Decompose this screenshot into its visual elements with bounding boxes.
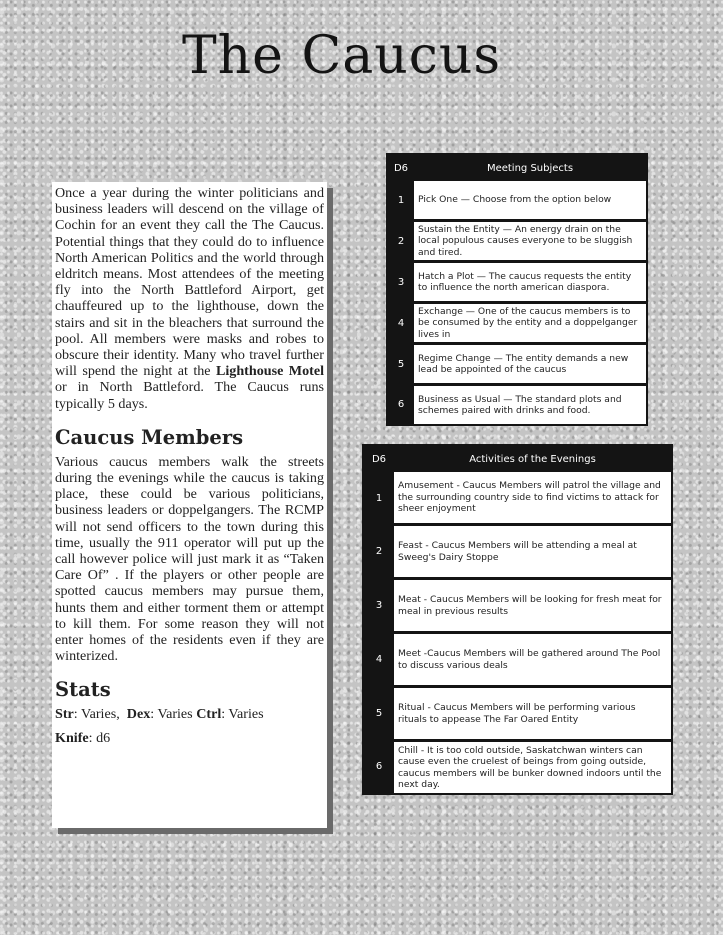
roll-number: 2 bbox=[363, 525, 394, 579]
table-row bbox=[363, 741, 672, 795]
roll-number: 3 bbox=[387, 262, 414, 303]
members-heading: Caucus Members bbox=[55, 425, 244, 449]
table-row bbox=[363, 579, 672, 633]
table-row bbox=[387, 262, 647, 303]
die-header: D6 bbox=[387, 154, 414, 181]
page-title: The Caucus bbox=[181, 26, 502, 86]
intro-text-1: Once a year during the winter politicians and business leaders will descend on the village of Cochin for an event they call the The Caucus. Potential things that they could do to influence North American Politics and the world through eldritch means. Most attendees of the meeting fly into the North Battleford Airport, get chauffeured up to the lighthouse, down the stairs and sit in the bleachers that surround the pool. All members were masks and robes to obscure their identity. Many who travel further will spend the night at the bbox=[55, 185, 324, 380]
stats-attributes bbox=[55, 706, 324, 722]
table-header-row bbox=[363, 445, 672, 472]
roll-number: 2 bbox=[387, 221, 414, 262]
stat-dex-label: Dex bbox=[126, 706, 151, 723]
roll-result: Chill - It is too cold outside, Saskatchwan winters can cause even the cruelest of beings from going outside, caucus members will be bunker downed indoors until the next day. bbox=[394, 741, 672, 795]
roll-number: 5 bbox=[387, 344, 414, 385]
roll-number: 1 bbox=[363, 472, 394, 525]
evening-activities-table bbox=[362, 444, 673, 795]
stat-ctrl-value: : Varies bbox=[221, 706, 264, 723]
intro-bold-location: Lighthouse Motel bbox=[215, 363, 324, 380]
roll-result: Exchange — One of the caucus members is to be consumed by the entity and a doppelganger lives in bbox=[414, 303, 647, 344]
members-paragraph: Various caucus members walk the streets during the evenings while the caucus is taking place, these could be various politicians, business leaders or doppelgangers. The RCMP will not send officers to the town during this time, usually the 911 operator will put up the call however police will just mark it as “Taken Care Of” . If the players or other people are spotted caucus members may pursue them, hunts them and either torment them or attempt to kill them. For some reason they will not enter homes of the residents even if they are winterized. bbox=[55, 453, 324, 665]
roll-result: Regime Change — The entity demands a new lead be appointed of the caucus bbox=[414, 344, 647, 385]
intro-text-2: or in North Battleford. The Caucus runs typically 5 days. bbox=[55, 379, 324, 412]
table-row bbox=[387, 344, 647, 385]
intro-paragraph bbox=[55, 185, 324, 412]
roll-number: 1 bbox=[387, 181, 414, 221]
roll-number: 5 bbox=[363, 687, 394, 741]
stat-dex-value: : Varies bbox=[150, 706, 197, 723]
table-row bbox=[387, 385, 647, 426]
stats-weapon bbox=[55, 730, 324, 746]
roll-number: 3 bbox=[363, 579, 394, 633]
roll-result: Feast - Caucus Members will be attending a meal at Sweeg's Dairy Stoppe bbox=[394, 525, 672, 579]
stat-str-value: : Varies, bbox=[73, 706, 127, 723]
meeting-subjects-table bbox=[386, 153, 648, 426]
roll-result: Pick One — Choose from the option below bbox=[414, 181, 647, 221]
table-title: Activities of the Evenings bbox=[394, 445, 672, 472]
table-row bbox=[387, 181, 647, 221]
roll-result: Amusement - Caucus Members will patrol the village and the surrounding country side to find victims to attack for sheer enjoyment bbox=[394, 472, 672, 525]
table-row bbox=[387, 221, 647, 262]
roll-number: 4 bbox=[387, 303, 414, 344]
roll-result: Hatch a Plot — The caucus requests the entity to influence the north american diaspora. bbox=[414, 262, 647, 303]
die-header: D6 bbox=[363, 445, 394, 472]
table-row bbox=[363, 633, 672, 687]
roll-result: Sustain the Entity — An energy drain on the local populous causes everyone to be sluggish and tired. bbox=[414, 221, 647, 262]
table-row bbox=[387, 303, 647, 344]
roll-number: 6 bbox=[387, 385, 414, 426]
roll-result: Ritual - Caucus Members will be performing various rituals to appease The Far Oared Entity bbox=[394, 687, 672, 741]
table-row bbox=[363, 525, 672, 579]
stat-knife-label: Knife bbox=[55, 730, 89, 747]
table-title: Meeting Subjects bbox=[414, 154, 647, 181]
stat-ctrl-label: Ctrl bbox=[196, 706, 222, 723]
stat-knife-value: : d6 bbox=[88, 730, 111, 747]
text-panel bbox=[52, 182, 327, 828]
table-row bbox=[363, 687, 672, 741]
stats-heading: Stats bbox=[55, 678, 111, 702]
roll-number: 6 bbox=[363, 741, 394, 795]
roll-result: Meet -Caucus Members will be gathered around The Pool to discuss various deals bbox=[394, 633, 672, 687]
table-row bbox=[363, 472, 672, 525]
roll-number: 4 bbox=[363, 633, 394, 687]
stat-str-label: Str bbox=[55, 706, 74, 723]
roll-result: Business as Usual — The standard plots and schemes paired with drinks and food. bbox=[414, 385, 647, 426]
roll-result: Meat - Caucus Members will be looking for fresh meat for meal in previous results bbox=[394, 579, 672, 633]
table-header-row bbox=[387, 154, 647, 181]
